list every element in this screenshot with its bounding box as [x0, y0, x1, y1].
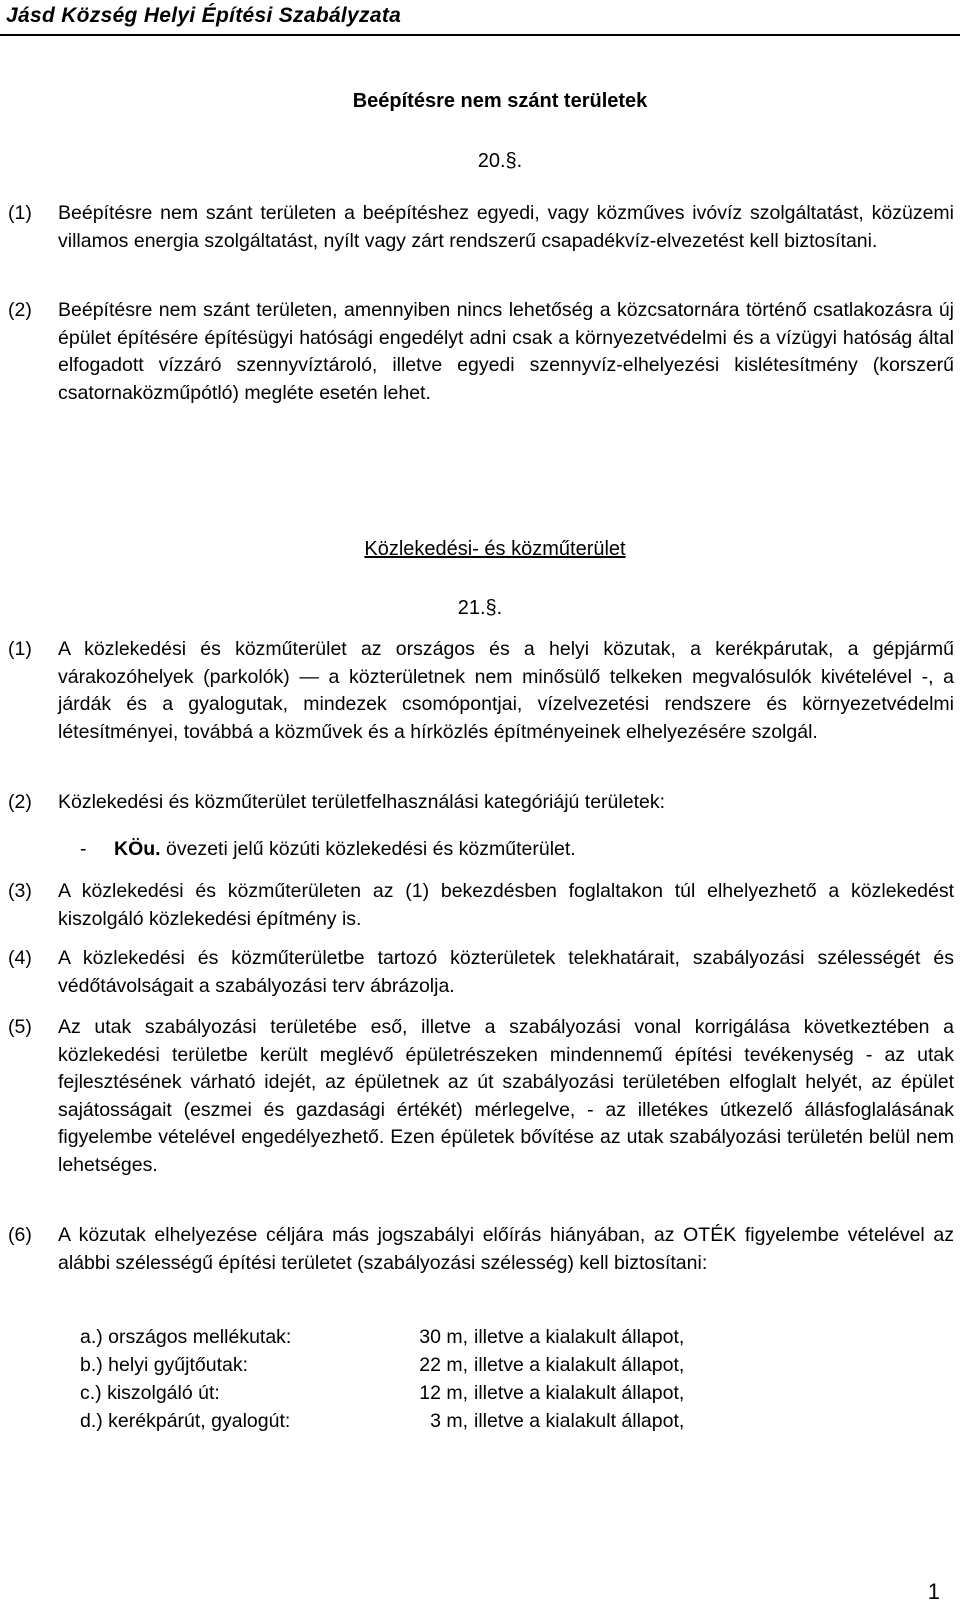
road-note: illetve a kialakult állapot, — [474, 1326, 685, 1348]
paragraph-21-5 — [8, 1014, 954, 1179]
paragraph-text: A közutak elhelyezése céljára más jogszabályi előírás hiányában, az OTÉK figyelembe vételével az alábbi szélességű építési területet (szabályozási szélesség) kell biztosítani: — [58, 1224, 954, 1274]
zone-item — [80, 838, 576, 861]
road-width: 3 m, — [430, 1410, 468, 1432]
list-item — [80, 1323, 684, 1351]
list-item — [80, 1379, 684, 1407]
road-type: d.) kerékpárút, gyalogút: — [80, 1410, 291, 1432]
paragraph-text: Az utak szabályozási területébe eső, illetve a szabályozási vonal korrigálása következtében a közlekedési területbe került meglévő épületrészeken mindennemű építési tevékenység - az utak fejlesztésének várható idejét, az épületnek az út szabályozási területében elfoglalt helyét, az épület sajátosságait (eszmei és gazdasági értékét) mérlegelve, - az illetékes útkezelő állásfoglalásának figyelembe vételével engedélyezhető. Ezen épületek bővítése az utak szabályozási területén belül nem lehetséges. — [58, 1016, 954, 1176]
paragraph-21-4 — [8, 945, 954, 1000]
section-21-number: 21.§. — [457, 597, 503, 619]
paragraph-number: (5) — [8, 1016, 32, 1038]
road-note: illetve a kialakult állapot, — [474, 1382, 685, 1404]
paragraph-number: (6) — [8, 1224, 32, 1246]
list-item — [80, 1351, 684, 1379]
section-21-title: Közlekedési- és közműterület — [364, 538, 626, 560]
paragraph-text: A közlekedési és közműterületbe tartozó közterületek telekhatárait, szabályozási szélességét és védőtávolságait a szabályozási terv ábrázolja. — [58, 947, 954, 997]
paragraph-20-1 — [8, 200, 954, 255]
paragraph-21-3 — [8, 878, 954, 933]
road-width-list — [80, 1323, 684, 1435]
paragraph-20-2 — [8, 297, 954, 407]
paragraph-text: A közlekedési és közműterület az országos és a helyi közutak, a kerékpárutak, a gépjármű várakozóhelyek (parkolók) — a közterületnek nem minősülő telkeken megvalósulók kivételével -, a járdák és a gyalogutak, mindezek csomópontjai, vízelvezetési rendszere és környezetvédelmi létesítményei, továbbá a közművek és a hírközlés építményeinek elhelyezésére szolgál. — [58, 638, 954, 743]
paragraph-number: (1) — [8, 638, 32, 660]
paragraph-21-2 — [8, 789, 954, 817]
road-type: c.) kiszolgáló út: — [80, 1382, 220, 1404]
road-width: 22 m, — [419, 1354, 468, 1376]
paragraph-number: (1) — [8, 202, 32, 224]
paragraph-number: (4) — [8, 947, 32, 969]
page-number: 1 — [927, 1579, 940, 1604]
road-note: illetve a kialakult állapot, — [474, 1410, 685, 1432]
road-width: 12 m, — [419, 1382, 468, 1404]
paragraph-text: A közlekedési és közműterületen az (1) bekezdésben foglaltakon túl elhelyezhető a közlekedést kiszolgáló közlekedési építmény is. — [58, 880, 954, 930]
section-20-number: 20.§. — [477, 150, 523, 172]
paragraph-text: Beépítésre nem szánt területen a beépítéshez egyedi, vagy közműves ivóvíz szolgáltatást, közüzemi villamos energia szolgáltatást, nyílt vagy zárt rendszerű csapadékvíz-elvezetést kell biztosítani. — [58, 202, 954, 252]
road-width: 30 m, — [419, 1326, 468, 1348]
road-type: b.) helyi gyűjtőutak: — [80, 1354, 249, 1376]
dash-mark: - — [80, 838, 87, 860]
paragraph-number: (3) — [8, 880, 32, 902]
paragraph-number: (2) — [8, 791, 32, 813]
paragraph-number: (2) — [8, 299, 32, 321]
paragraph-21-6 — [8, 1222, 954, 1277]
road-note: illetve a kialakult állapot, — [474, 1354, 685, 1376]
zone-code: KÖu. — [114, 838, 161, 860]
road-type: a.) országos mellékutak: — [80, 1326, 292, 1348]
list-item — [80, 1407, 684, 1435]
document-title: Jásd Község Helyi Építési Szabályzata — [6, 4, 402, 27]
paragraph-21-1 — [8, 636, 954, 746]
paragraph-text: Beépítésre nem szánt területen, amennyiben nincs lehetőség a közcsatornára történő csatlakozásra új épület építésére építésügyi hatósági engedélyt adni csak a környezetvédelmi és a vízügyi hatóság által elfogadott vízzáró szennyvíztároló, illetve egyedi szennyvíz-elhelyezési kislétesítmény (korszerű csatornaközműpótló) megléte esetén lehet. — [58, 299, 954, 404]
section-20-title: Beépítésre nem szánt területek — [352, 90, 648, 112]
zone-description: övezeti jelű közúti közlekedési és közműterület. — [166, 838, 576, 860]
paragraph-text: Közlekedési és közműterület területfelhasználási kategóriájú területek: — [58, 791, 665, 813]
